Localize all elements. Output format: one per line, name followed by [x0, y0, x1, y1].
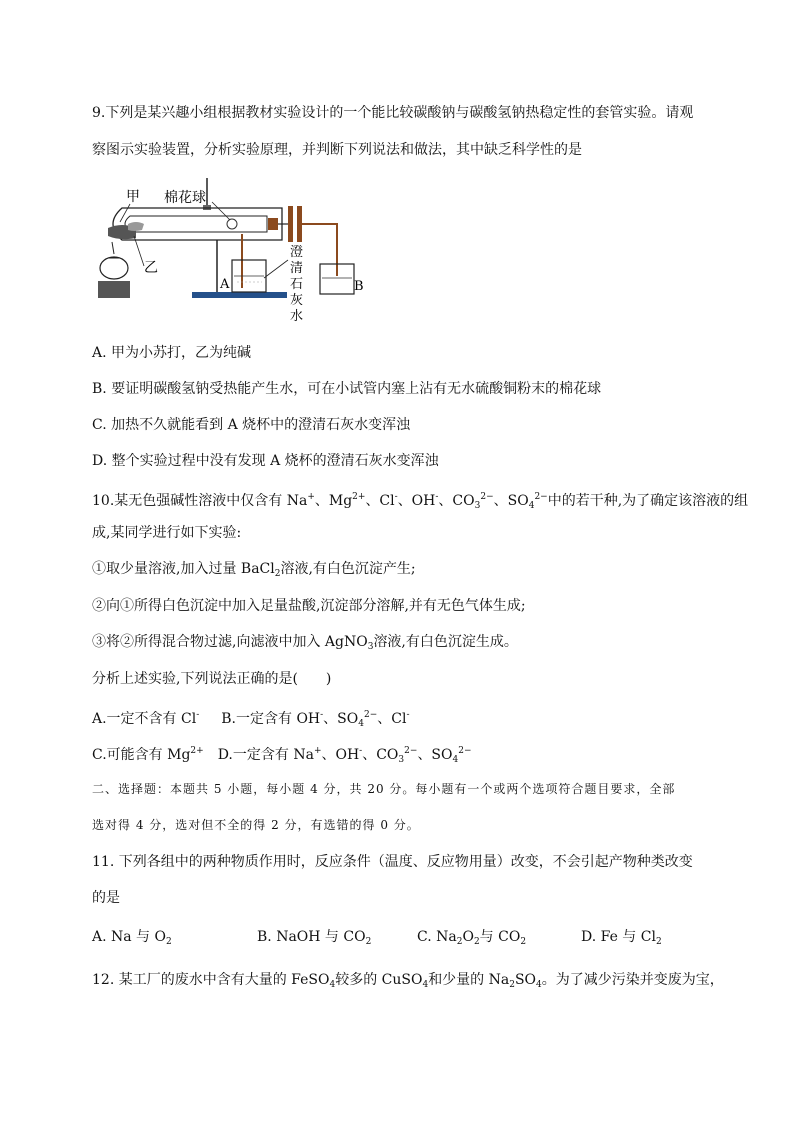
- q9-option-c: C. 加热不久就能看到 A 烧杯中的澄清石灰水变浑浊: [92, 417, 411, 433]
- q10-step2: ②向①所得白色沉淀中加入足量盐酸,沉淀部分溶解,并有无色气体生成;: [92, 598, 526, 614]
- section2-line1: 二、选择题：本题共 5 小题，每小题 4 分，共 20 分。每小题有一个或两个选项符合题目要求，全部: [92, 782, 676, 796]
- label-limewater-1: 澄: [290, 245, 304, 260]
- section2-line2: 选对得 4 分，选对但不全的得 2 分，有选错的得 0 分。: [92, 818, 420, 832]
- q10-options-cd: C.可能含有 $Mg^{2+}$ D.一定含有 Na+、OH-、$CO_3^{2-}$、$SO_4^{2-}$: [92, 746, 472, 765]
- q9-line1: 9.下列是某兴趣小组根据教材实验设计的一个能比较碳酸钠与碳酸氢钠热稳定性的套管实验。请观: [92, 105, 694, 121]
- q9-option-a: A. 甲为小苏打，乙为纯碱: [92, 345, 252, 361]
- q9-option-b: B. 要证明碳酸氢钠受热能产生水，可在小试管内塞上沾有无水硫酸铜粉末的棉花球: [92, 381, 602, 397]
- q11-line2: 的是: [92, 890, 120, 906]
- apparatus-figure: [92, 178, 382, 326]
- label-limewater-2: 清: [290, 261, 304, 276]
- label-jia: 甲: [126, 189, 140, 205]
- q10-line2: 成,某同学进行如下实验:: [92, 525, 242, 541]
- q10-step1: ①取少量溶液,加入过量 BaCl$_2$溶液,有白色沉淀产生;: [92, 561, 416, 579]
- label-yi: 乙: [144, 260, 158, 276]
- label-cotton-ball: 棉花球: [164, 190, 206, 206]
- q11-line1: 11. 下列各组中的两种物质作用时，反应条件（温度、反应物用量）改变，不会引起产物种类改变: [92, 854, 693, 870]
- q9-option-d: D. 整个实验过程中没有发现 A 烧杯的澄清石灰水变浑浊: [92, 453, 439, 469]
- q9-line2: 察图示实验装置，分析实验原理，并判断下列说法和做法，其中缺乏科学性的是: [92, 142, 582, 158]
- label-limewater-4: 灰: [290, 293, 304, 308]
- label-beaker-b: B: [354, 279, 364, 294]
- label-limewater-3: 石: [290, 277, 304, 292]
- q10-step3: ③将②所得混合物过滤,向滤液中加入 AgNO$_3$溶液,有白色沉淀生成。: [92, 634, 518, 652]
- q10-line1: 10.某无色强碱性溶液中仅含有 Na+、$Mg^{2+}$、Cl-、OH-、$CO_3^{2-}$、$SO_4^{2-}$中的若干种,为了确定该溶液的组: [92, 492, 749, 511]
- label-beaker-a: A: [220, 277, 230, 292]
- q10-options-ab: A.一定不含有 Cl- B.一定含有 OH-、$SO_4^{2-}$、Cl-: [92, 710, 410, 729]
- q11-options: A. Na 与 $O_2$ B. NaOH 与 $CO_2$ C. $Na_2O_2$与 $CO_2$ D. Fe 与 $Cl_2$: [92, 929, 662, 947]
- label-limewater-5: 水: [290, 309, 304, 324]
- q10-question: 分析上述实验,下列说法正确的是( ): [92, 671, 332, 687]
- q12-line1: 12. 某工厂的废水中含有大量的 FeSO$_4$较多的 CuSO$_4$和少量的 $Na_2SO_4$。为了减少污染并变废为宝，: [92, 972, 724, 990]
